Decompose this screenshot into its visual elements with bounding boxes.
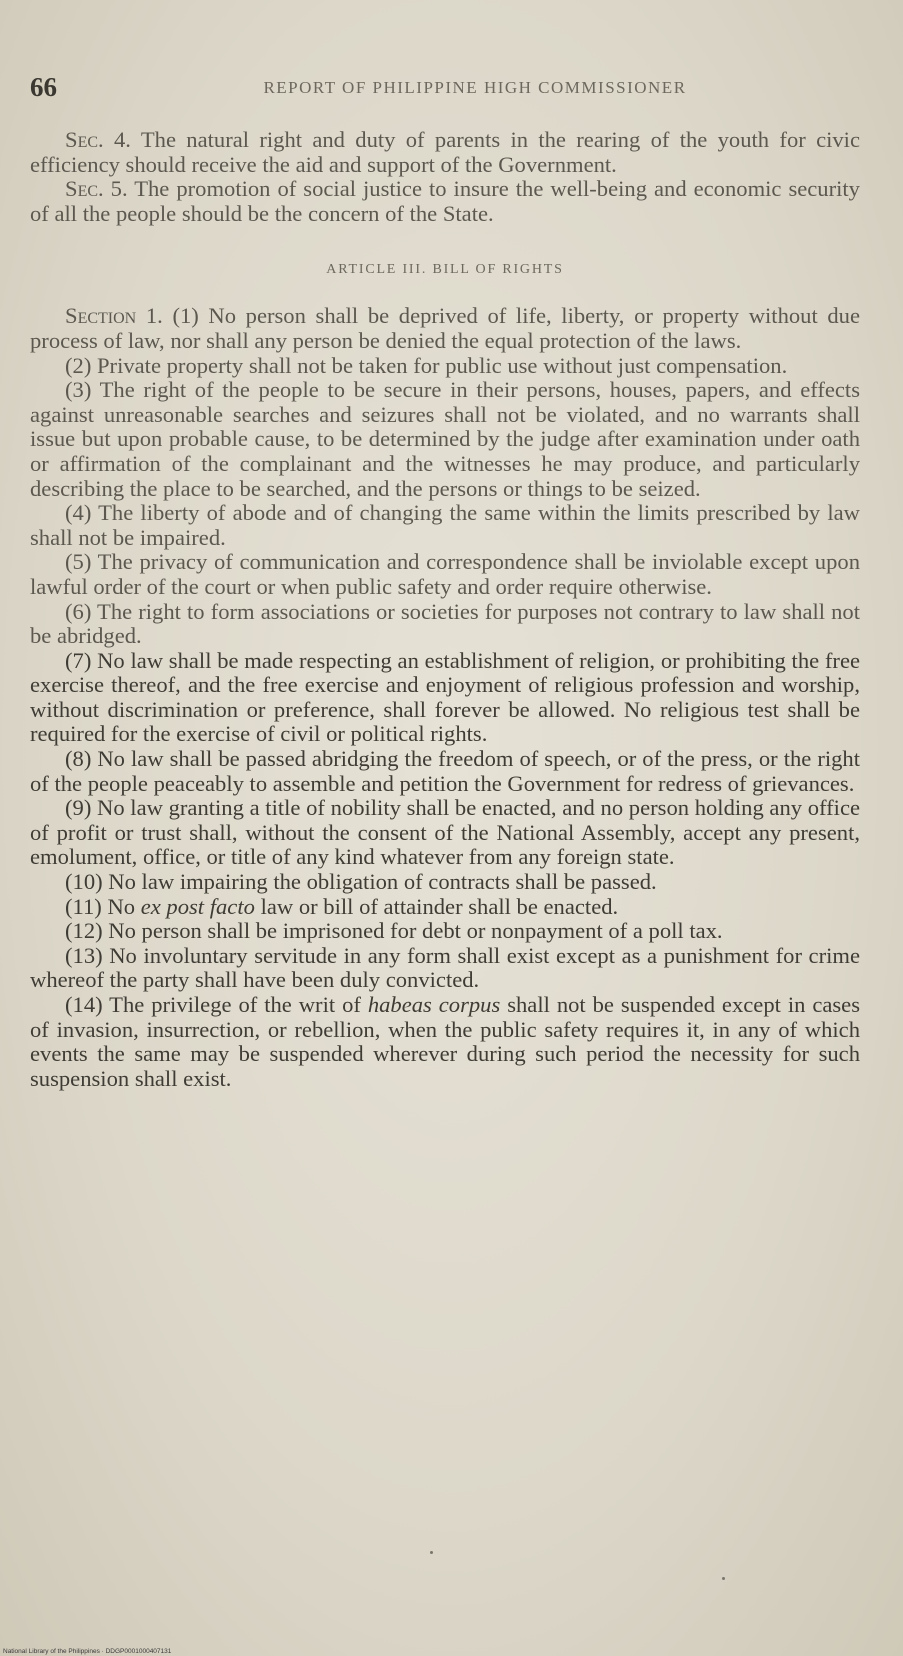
section-5-paragraph [30,177,860,226]
clause-11-pre: (11) No [65,893,141,919]
paper-speck [722,1577,725,1580]
page-body [30,128,860,1091]
clause-11 [30,895,860,920]
clause-2: (2) Private property shall not be taken for public use without just compensation. [65,352,788,378]
clause-14-pre: (14) The privilege of the writ of [65,992,368,1017]
clause-8: (8) No law shall be passed abridging the freedom of speech, or of the press, or the right of the people peaceably to assemble and petition the Government for redress of grievances. [30,746,860,796]
clause-13: (13) No involuntary servitude in any form shall exist except as a punishment for crime whereof the party shall have been duly convicted. [30,942,860,993]
section-5-label: Sec. 5. [65,176,128,202]
section-1-clause-1: (1) No person shall be deprived of life, liberty, or property without due process of law, nor shall any person be denied the equal protection of the laws. [30,303,861,353]
page-number: 66 [30,72,57,102]
clause-14 [30,993,860,1091]
section-1-label: Section 1. [65,303,163,329]
section-4-text: The natural right and duty of parents in the rearing of the youth for civic efficiency should receive the aid and support of the Government. [30,127,860,177]
article-heading: ARTICLE III. BILL OF RIGHTS [326,262,564,278]
clause-11-post: law or bill of attainder shall be enacted. [254,893,619,919]
paper-speck [430,1551,433,1554]
clause-7: (7) No law shall be made respecting an establishment of religion, or prohibiting the free exercise thereof, and the free exercise and enjoyment of religious profession and worship, without discrimination or preference, shall forever be allowed. No religious test shall be required for the exercise of civil or political rights. [30,647,860,747]
scan-footer: National Library of the Philippines · DDGP0001000407131 [3,1648,172,1655]
clause-6: (6) The right to form associations or societies for purposes not contrary to law shall not be abridged. [30,598,860,649]
clause-9: (9) No law granting a title of nobility shall be enacted, and no person holding any office of profit or trust shall, without the consent of the National Assembly, accept any present, emolument, office, or title of any kind whatever from any foreign state. [30,795,860,870]
section-4-paragraph [30,128,860,177]
clause-4: (4) The liberty of abode and of changing the same within the limits prescribed by law shall not be impaired. [30,500,860,550]
clause-14-italic: habeas corpus [367,992,501,1017]
section-5-text: The promotion of social justice to insure the well-being and economic security of all the people should be the concern of the State. [30,176,860,226]
clause-14-post: shall not be suspended except in cases of invasion, insurrection, or rebellion, when the public safety requires it, in any of which events the same may be suspended wherever during such period the necessity for such suspension shall exist. [30,992,860,1091]
section-1-paragraph [30,304,860,353]
running-head: REPORT OF PHILIPPINE HIGH COMMISSIONER [263,78,687,97]
section-4-label: Sec. 4. [65,127,131,152]
clause-10: (10) No law impairing the obligation of contracts shall be passed. [65,869,657,895]
clause-12: (12) No person shall be imprisoned for debt or nonpayment of a poll tax. [65,918,723,944]
page-header [30,72,860,112]
clause-3: (3) The right of the people to be secure in their persons, houses, papers, and effects against unreasonable searches and seizures shall not be violated, and no warrants shall issue but upon probable cause, to be determined by the judge after examination under oath or affirmation of the complainant and the witnesses he may produce, and particularly describing the place to be searched, and the persons or things to be seized. [30,377,860,501]
clause-5: (5) The privacy of communication and correspondence shall be inviolable except upon lawful order of the court or when public safety and order require otherwise. [30,549,860,599]
clause-11-italic: ex post facto [140,893,255,919]
